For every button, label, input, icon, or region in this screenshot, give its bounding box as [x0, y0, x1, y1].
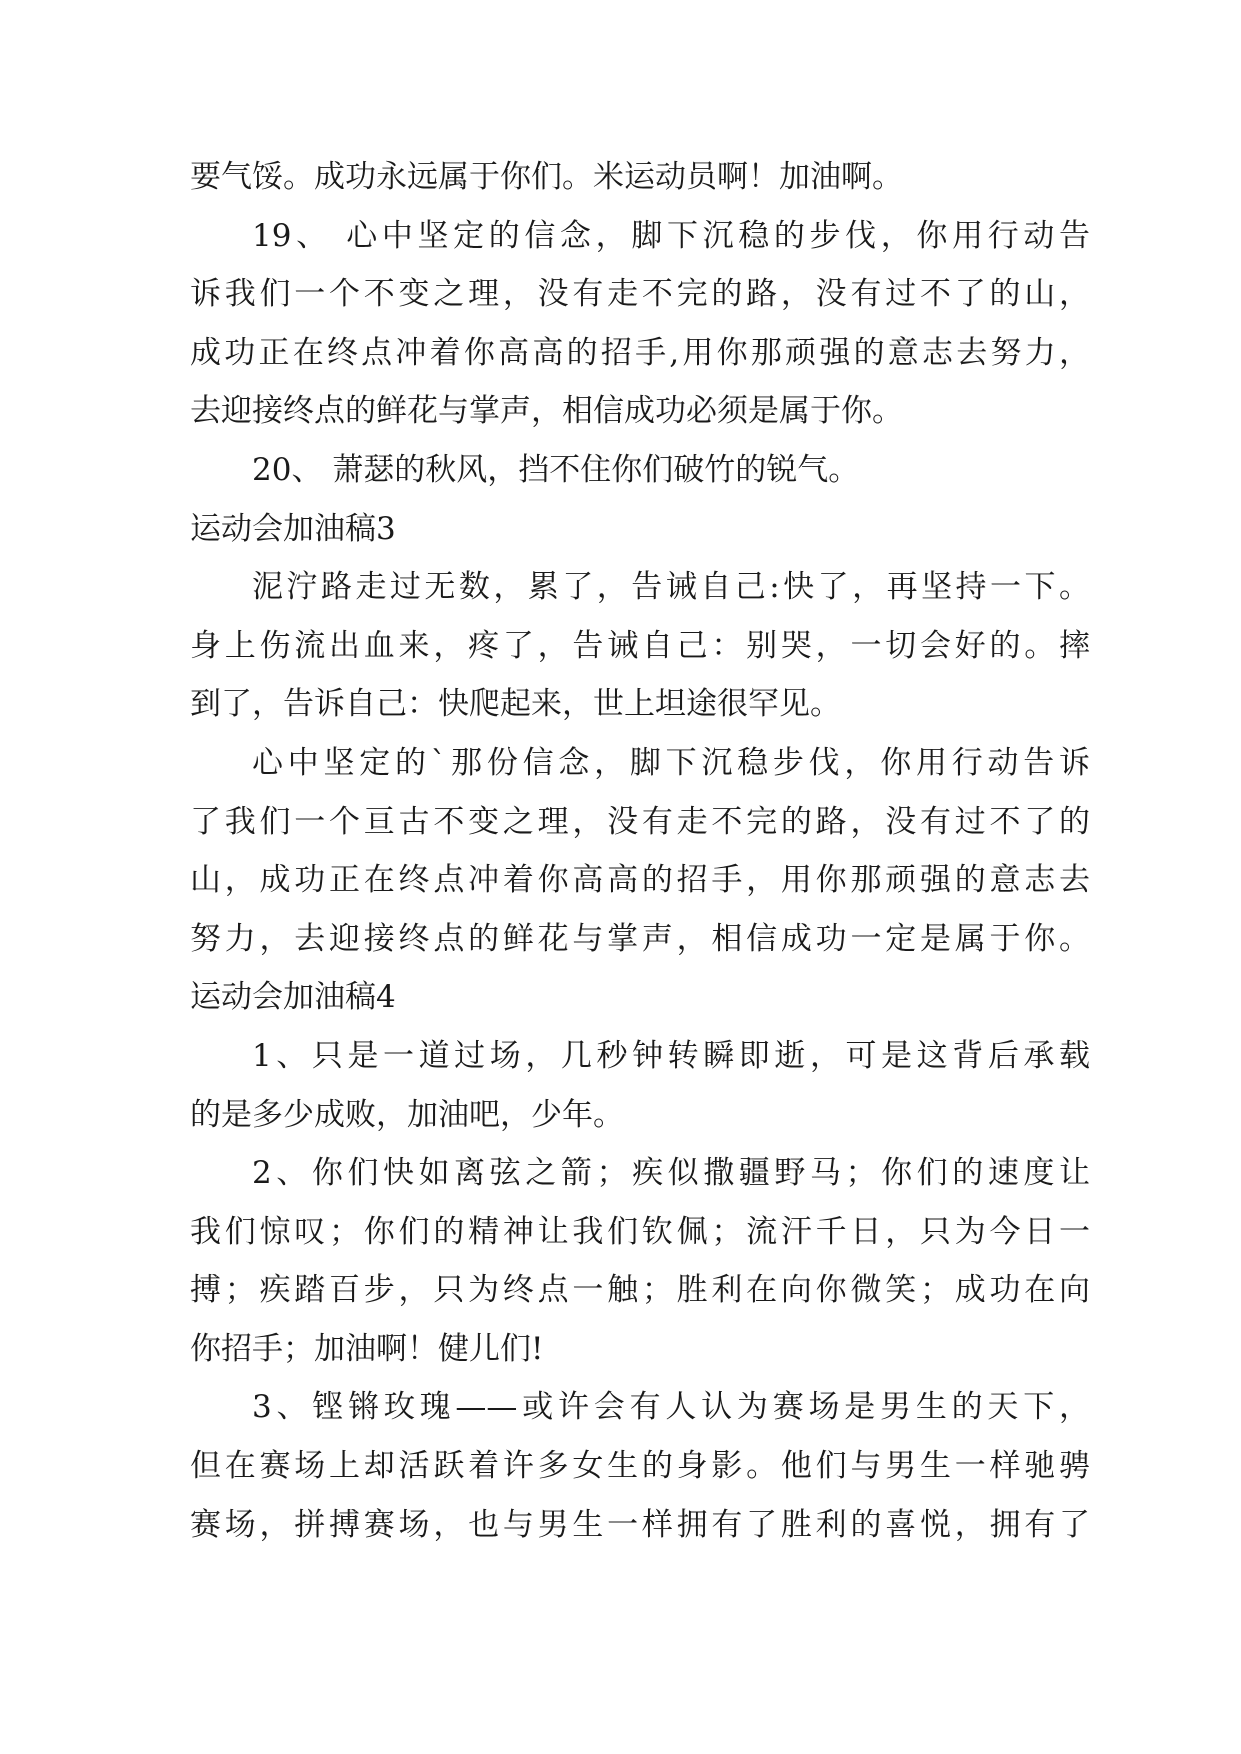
document-body [190, 148, 1090, 1554]
text-line: 了我们一个亘古不变之理，没有走不完的路，没有过不了的 [190, 803, 1090, 840]
text-line: 要气馁。成功永远属于你们。米运动员啊！加油啊。 [190, 159, 903, 195]
text-line: 去迎接终点的鲜花与掌声，相信成功必须是属于你。 [190, 393, 903, 430]
text-line: 你招手；加油啊！健儿们! [190, 1330, 544, 1367]
text-line: 成功正在终点冲着你高高的招手,用你那顽强的意志去努力， [190, 334, 1090, 371]
text-line: 山，成功正在终点冲着你高高的招手，用你那顽强的意志去 [190, 862, 1090, 899]
text-line: 3、铿锵玫瑰——或许会有人认为赛场是男生的天下， [252, 1389, 1090, 1426]
text-line: 泥泞路走过无数，累了，告诫自己:快了，再坚持一下。 [252, 569, 1090, 606]
text-line: 努力，去迎接终点的鲜花与掌声，相信成功一定是属于你。 [190, 920, 1090, 957]
text-line: 心中坚定的`那份信念，脚下沉稳步伐，你用行动告诉 [252, 744, 1090, 781]
text-line: 2、你们快如离弦之箭；疾似撒疆野马；你们的速度让 [252, 1155, 1090, 1192]
text-line: 身上伤流出血来，疼了，告诫自己：别哭，一切会好的。摔 [190, 627, 1090, 664]
text-line: 1、只是一道过场，几秒钟转瞬即逝，可是这背后承载 [252, 1037, 1090, 1074]
text-line: 20、 萧瑟的秋风，挡不住你们破竹的锐气。 [252, 451, 860, 488]
section-heading: 运动会加油稿4 [190, 979, 396, 1016]
text-line: 诉我们一个不变之理，没有走不完的路，没有过不了的山， [190, 276, 1090, 313]
text-line: 19、 心中坚定的信念，脚下沉稳的步伐，你用行动告 [252, 217, 1090, 254]
text-line: 赛场，拼搏赛场，也与男生一样拥有了胜利的喜悦，拥有了 [190, 1506, 1090, 1543]
text-line: 的是多少成败，加油吧，少年。 [190, 1096, 624, 1133]
text-line: 但在赛场上却活跃着许多女生的身影。他们与男生一样驰骋 [190, 1448, 1090, 1485]
text-line: 我们惊叹；你们的精神让我们钦佩；流汗千日，只为今日一 [190, 1213, 1090, 1250]
section-heading: 运动会加油稿3 [190, 510, 396, 547]
text-line: 搏；疾踏百步，只为终点一触；胜利在向你微笑；成功在向 [190, 1272, 1090, 1309]
text-line: 到了，告诉自己：快爬起来，世上坦途很罕见。 [190, 686, 841, 723]
